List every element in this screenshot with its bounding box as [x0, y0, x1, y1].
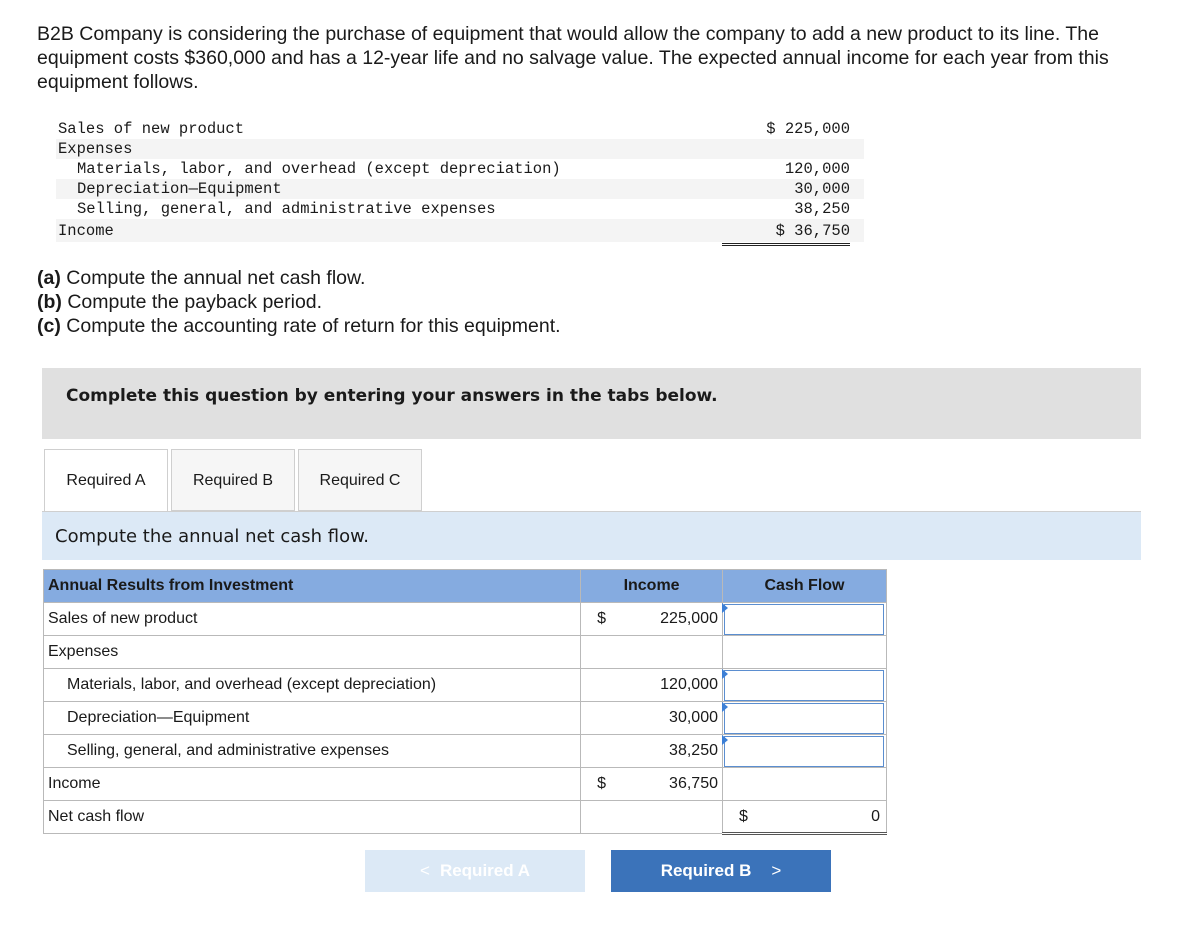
currency-symbol: $ — [738, 808, 748, 825]
statement-value: 38,250 — [722, 199, 850, 220]
table-row-net-cash-flow — [44, 801, 887, 834]
row-label: Materials, labor, and overhead (except depreciation) — [44, 669, 581, 702]
row-label: Income — [44, 768, 581, 801]
row-label: Expenses — [44, 636, 581, 669]
question-tag: (b) — [37, 291, 62, 313]
question-tag: (a) — [37, 267, 61, 289]
statement-label: Expenses — [58, 140, 133, 158]
income-value: 225,000 — [660, 610, 718, 627]
chevron-right-icon: > — [771, 861, 782, 880]
statement-label: Selling, general, and administrative expenses — [77, 200, 496, 218]
statement-value: 120,000 — [784, 160, 850, 178]
problem-intro: B2B Company is considering the purchase of equipment that would allow the company to add a new product to its line. The equipment costs $360,000 and has a 12-year life and no salvage value. The expected annual income for each year from this equipment follows. — [37, 23, 1109, 93]
cash-flow-cell — [722, 636, 886, 669]
income-value: 36,750 — [669, 775, 718, 792]
prev-button-label: Required A — [439, 861, 530, 880]
next-required-b-button[interactable] — [611, 850, 831, 892]
question-a — [37, 266, 561, 290]
statement-label: Income — [58, 222, 114, 240]
cash-flow-cell — [722, 768, 886, 801]
table-row-expenses — [44, 636, 887, 669]
statement-value: 30,000 — [794, 180, 850, 198]
row-label: Depreciation—Equipment — [44, 702, 581, 735]
cash-flow-cell — [722, 603, 886, 636]
statement-label: Sales of new product — [58, 120, 245, 138]
income-value: 38,250 — [669, 742, 718, 759]
tab-required-b[interactable]: Required B — [171, 449, 295, 511]
question-text: Compute the annual net cash flow. — [60, 267, 366, 289]
prompt-bar — [42, 512, 1141, 560]
income-value: 30,000 — [669, 709, 718, 726]
column-header-investment: Annual Results from Investment — [44, 570, 581, 603]
cash-flow-depreciation-input[interactable] — [724, 703, 884, 734]
net-cash-flow-value: 0 — [871, 808, 880, 825]
prev-required-a-button[interactable] — [365, 850, 585, 892]
cash-flow-selling-input[interactable] — [724, 736, 884, 767]
flag-icon — [722, 702, 728, 712]
tab-required-a[interactable]: Required A — [44, 449, 168, 512]
table-row-depreciation — [44, 702, 887, 735]
table-header-row — [44, 570, 887, 603]
income-cell — [581, 801, 723, 834]
next-button-label: Required B — [660, 861, 752, 880]
statement-row-selling — [56, 199, 864, 219]
net-cash-flow-cell — [722, 801, 886, 834]
cash-flow-sales-input[interactable] — [724, 604, 884, 635]
instruction-text: Complete this question by entering your answers in the tabs below. — [66, 386, 718, 406]
question-b — [37, 290, 561, 314]
income-value: 120,000 — [660, 676, 718, 693]
cash-flow-materials-input[interactable] — [724, 670, 884, 701]
cash-flow-cell — [722, 702, 886, 735]
table-row-sales — [44, 603, 887, 636]
question-list — [37, 266, 561, 338]
flag-icon — [722, 735, 728, 745]
statement-row-materials — [56, 159, 864, 179]
income-cell — [581, 636, 723, 669]
statement-value: $ 225,000 — [766, 120, 850, 138]
income-cell — [581, 669, 723, 702]
table-row-materials — [44, 669, 887, 702]
cash-flow-cell — [722, 735, 886, 768]
statement-row-expenses — [56, 139, 864, 159]
column-header-income: Income — [581, 570, 723, 603]
row-label: Net cash flow — [44, 801, 581, 834]
tab-required-c[interactable]: Required C — [298, 449, 422, 511]
cash-flow-cell — [722, 669, 886, 702]
question-text: Compute the accounting rate of return for this equipment. — [60, 315, 561, 337]
column-header-cash-flow: Cash Flow — [722, 570, 886, 603]
statement-row-sales — [56, 119, 864, 139]
prompt-text: Compute the annual net cash flow. — [55, 526, 369, 547]
question-tag: (c) — [37, 315, 61, 337]
row-label: Selling, general, and administrative expenses — [44, 735, 581, 768]
currency-symbol: $ — [597, 775, 607, 792]
statement-label: Depreciation—Equipment — [77, 180, 282, 198]
flag-icon — [722, 669, 728, 679]
income-cell — [581, 735, 723, 768]
statement-row-depreciation — [56, 179, 864, 199]
currency-symbol: $ — [597, 610, 607, 627]
answer-table — [43, 569, 887, 835]
instruction-banner — [42, 368, 1141, 439]
income-cell — [581, 603, 723, 636]
chevron-left-icon: < — [420, 861, 430, 880]
income-cell — [581, 702, 723, 735]
statement-row-income — [56, 219, 864, 242]
row-label: Sales of new product — [44, 603, 581, 636]
table-row-selling — [44, 735, 887, 768]
question-text: Compute the payback period. — [61, 291, 323, 313]
question-c — [37, 314, 561, 338]
flag-icon — [722, 603, 728, 613]
statement-label: Materials, labor, and overhead (except depreciation) — [77, 160, 561, 178]
statement-value: $ 36,750 — [722, 219, 850, 246]
income-statement — [56, 119, 864, 242]
income-cell — [581, 768, 723, 801]
table-row-income — [44, 768, 887, 801]
